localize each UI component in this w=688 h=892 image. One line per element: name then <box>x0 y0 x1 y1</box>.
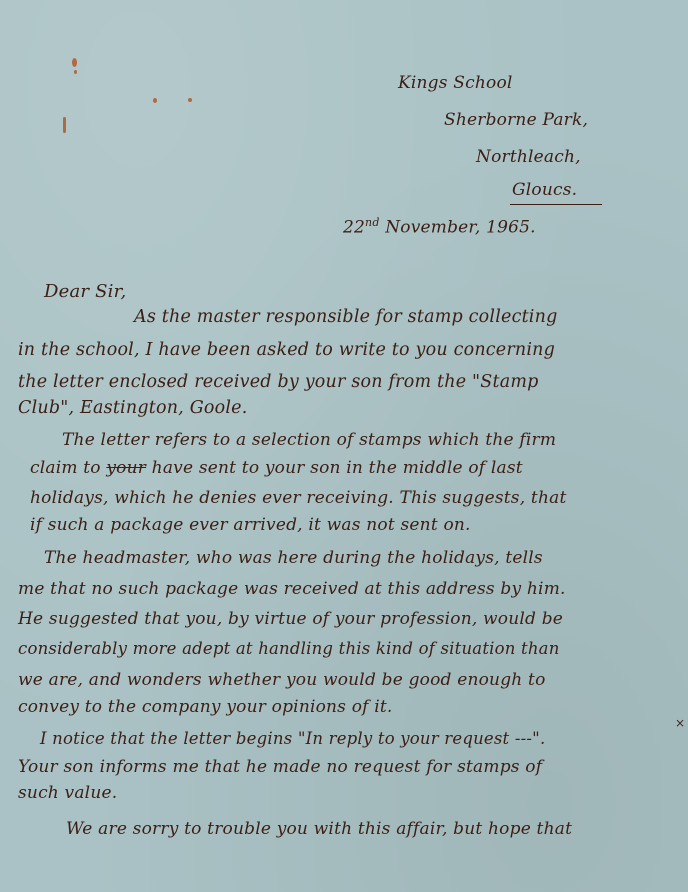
address-line-3: Northleach, <box>476 147 581 167</box>
body-line: I notice that the letter begins "In reply to your request ---". <box>40 729 546 748</box>
body-line: The letter refers to a selection of stamps which the firm <box>62 430 557 450</box>
body-line: such value. <box>18 783 118 803</box>
address-line-1: Kings School <box>398 73 513 93</box>
rust-stain <box>153 98 157 103</box>
body-text: have sent to your son in the middle of last <box>151 458 523 478</box>
body-line: As the master responsible for stamp collecting <box>134 307 558 327</box>
rust-stain <box>72 58 77 67</box>
body-line: We are sorry to trouble you with this affair, but hope that <box>66 819 573 839</box>
body-line: considerably more adept at handling this kind of situation than <box>18 639 560 658</box>
body-line: The headmaster, who was here during the holidays, tells <box>44 548 543 568</box>
margin-mark: × <box>675 716 686 730</box>
salutation: Dear Sir, <box>44 281 127 302</box>
struck-word: your <box>106 458 147 478</box>
body-line: in the school, I have been asked to write to you concerning <box>18 340 556 360</box>
body-line: holidays, which he denies ever receiving. This suggests, that <box>30 488 567 508</box>
body-line: Club", Eastington, Goole. <box>18 398 248 418</box>
body-line: if such a package ever arrived, it was not sent on. <box>30 515 471 535</box>
date-rest: November, 1965. <box>385 217 536 238</box>
body-line <box>30 458 523 478</box>
body-text: claim to <box>30 458 101 478</box>
address-line-4: Gloucs. <box>512 180 578 200</box>
body-line: He suggested that you, by virtue of your profession, would be <box>18 609 564 629</box>
date-suffix: nd <box>365 216 380 229</box>
body-line: the letter enclosed received by your son from the "Stamp <box>18 372 539 392</box>
letter-date <box>343 216 536 238</box>
body-line: Your son informs me that he made no request for stamps of <box>18 757 543 777</box>
date-day: 22 <box>343 217 366 238</box>
body-line: convey to the company your opinions of it. <box>18 697 393 717</box>
rust-stain <box>74 70 77 74</box>
rust-stain <box>63 117 66 133</box>
address-line-2: Sherborne Park, <box>444 110 589 130</box>
body-line: me that no such package was received at this address by him. <box>18 579 566 599</box>
body-line: we are, and wonders whether you would be good enough to <box>18 670 546 690</box>
address-underline <box>510 204 602 205</box>
rust-stain <box>188 98 192 102</box>
